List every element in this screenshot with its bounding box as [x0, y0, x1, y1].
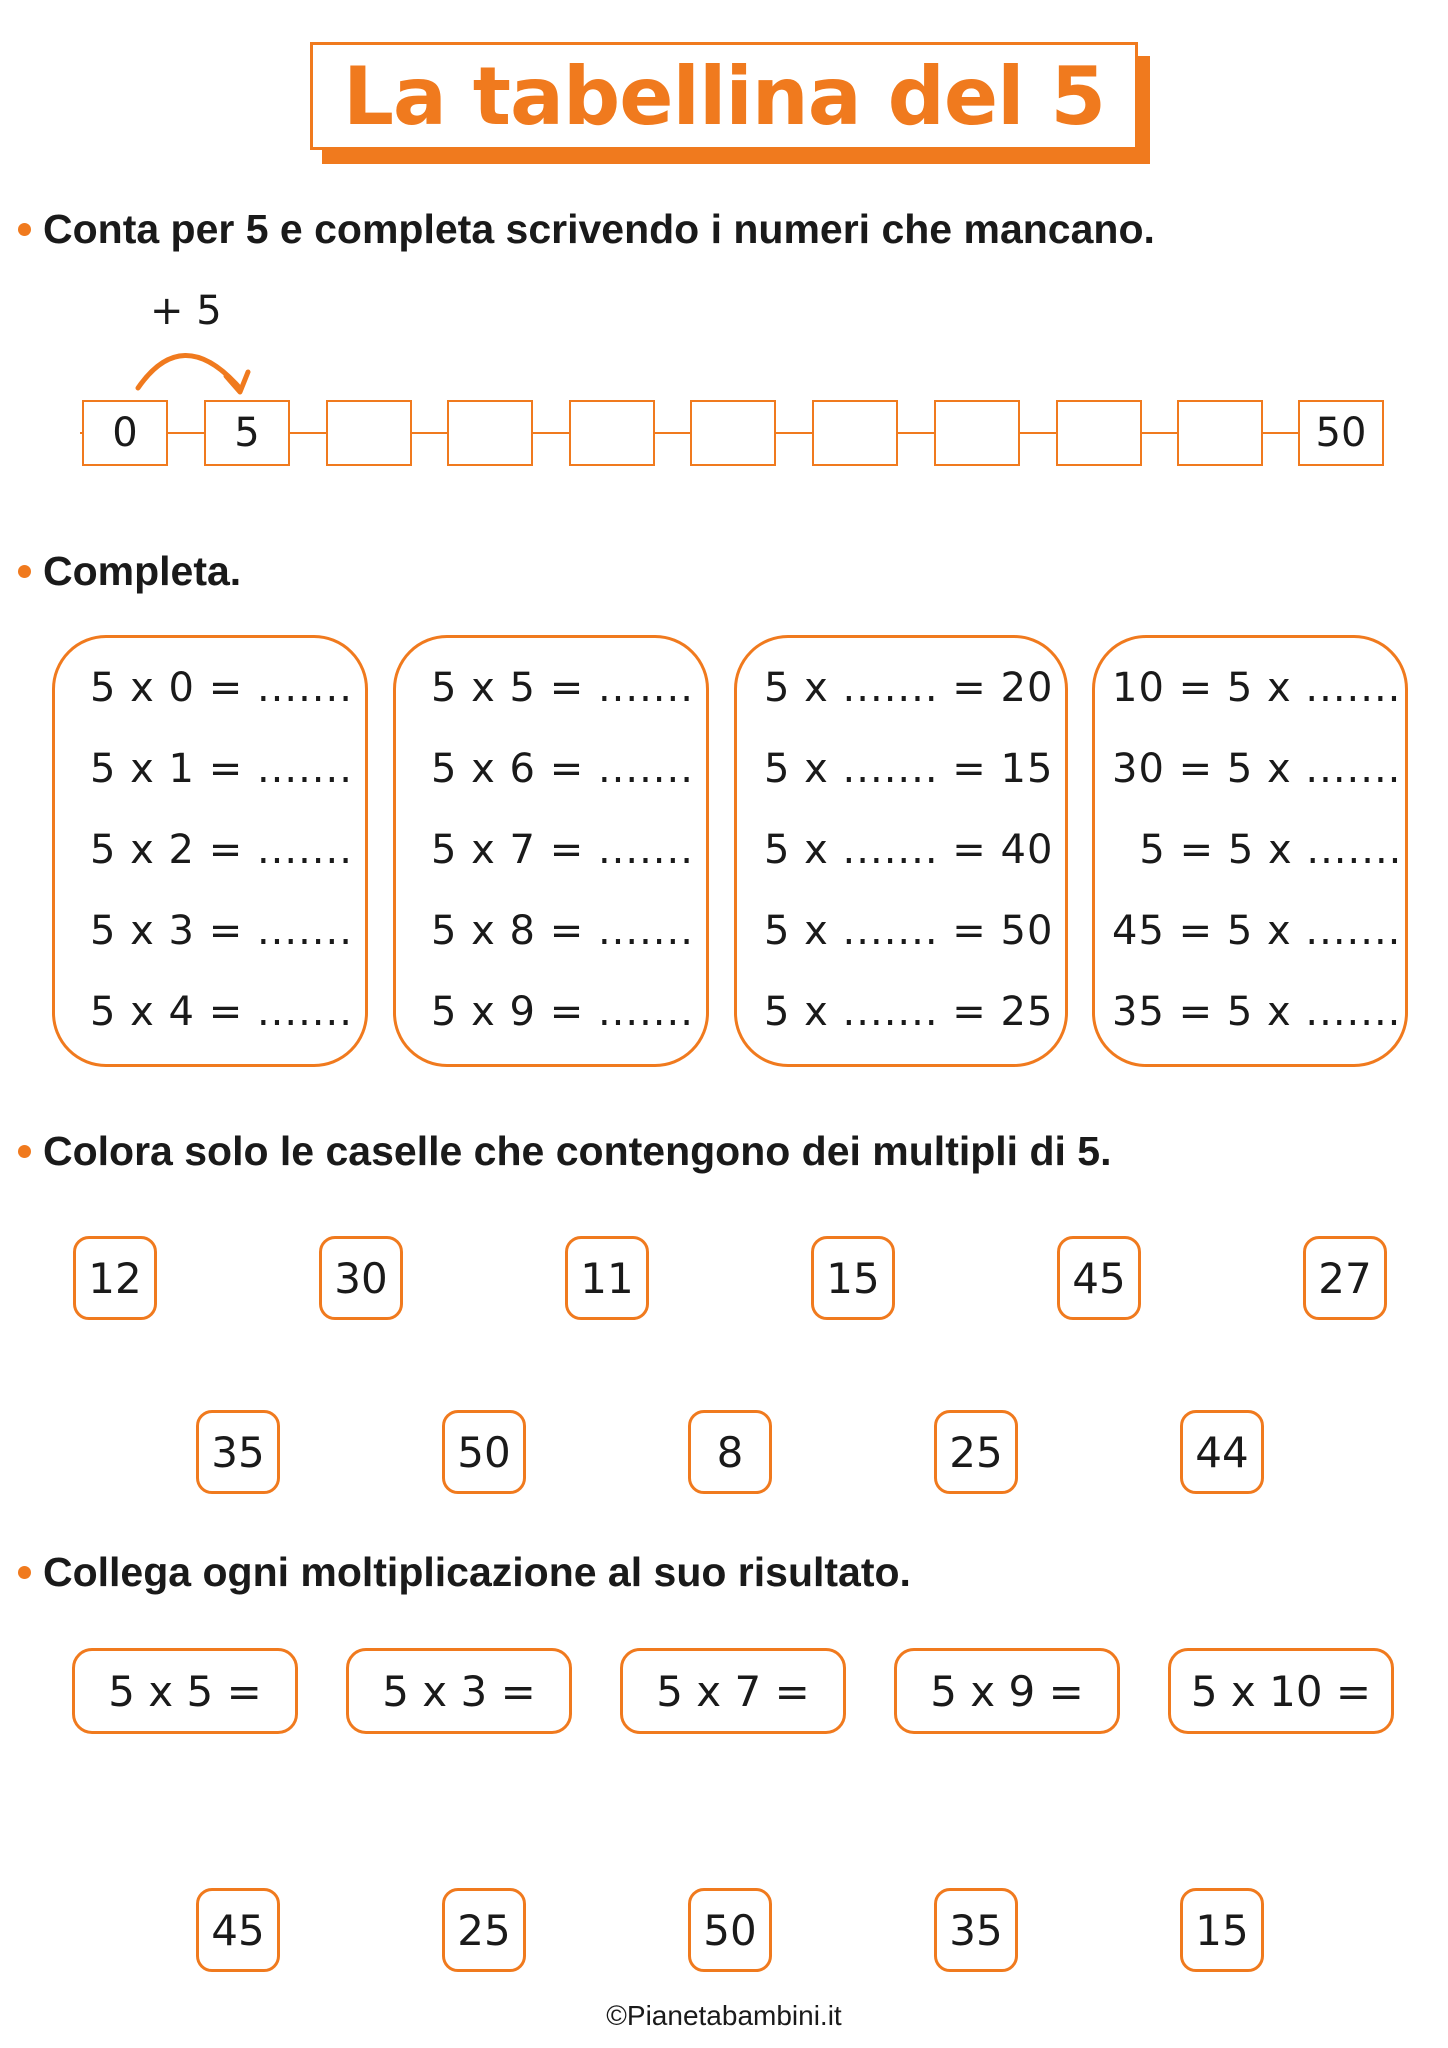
operation-box[interactable]: 5 x 3 = — [346, 1648, 572, 1734]
equation[interactable]: 5 x 9 = ....... — [431, 989, 694, 1035]
page-title: La tabellina del 5 — [342, 49, 1106, 143]
arrow-label: + 5 — [150, 288, 222, 334]
equation[interactable]: 5 x ....... = 50 — [764, 908, 1054, 954]
number-tile[interactable]: 50 — [442, 1410, 526, 1494]
number-box[interactable] — [1177, 400, 1263, 466]
bullet-icon — [18, 1566, 31, 1579]
number-box: 5 — [204, 400, 290, 466]
bullet-icon — [18, 223, 31, 236]
section-link-heading — [18, 1549, 911, 1596]
operation-box[interactable]: 5 x 7 = — [620, 1648, 846, 1734]
equation[interactable]: 5 x 5 = ....... — [431, 665, 694, 711]
equation[interactable]: 45 = 5 x ....... — [1112, 908, 1402, 954]
number-box: 50 — [1298, 400, 1384, 466]
equation[interactable]: 35 = 5 x ....... — [1112, 989, 1402, 1035]
number-tile[interactable]: 30 — [319, 1236, 403, 1320]
number-box: 0 — [82, 400, 168, 466]
number-tile[interactable]: 44 — [1180, 1410, 1264, 1494]
section-count-heading — [18, 206, 1155, 253]
result-tile[interactable]: 50 — [688, 1888, 772, 1972]
number-tile[interactable]: 11 — [565, 1236, 649, 1320]
operation-box[interactable]: 5 x 5 = — [72, 1648, 298, 1734]
equation[interactable]: 5 x 2 = ....... — [90, 827, 353, 873]
equation[interactable]: 30 = 5 x ....... — [1112, 746, 1402, 792]
number-tile[interactable]: 27 — [1303, 1236, 1387, 1320]
number-box[interactable] — [447, 400, 533, 466]
number-box[interactable] — [690, 400, 776, 466]
number-tile[interactable]: 45 — [1057, 1236, 1141, 1320]
number-tile[interactable]: 15 — [811, 1236, 895, 1320]
number-box[interactable] — [326, 400, 412, 466]
equation[interactable]: 5 x 0 = ....... — [90, 665, 353, 711]
section-count-heading-text: Conta per 5 e completa scrivendo i numeri che mancano. — [43, 206, 1155, 252]
number-box[interactable] — [1056, 400, 1142, 466]
number-tile[interactable]: 35 — [196, 1410, 280, 1494]
equation[interactable]: 5 x ....... = 25 — [764, 989, 1054, 1035]
section-color-heading-text: Colora solo le caselle che contengono dei multipli di 5. — [43, 1128, 1112, 1174]
section-link-heading-text: Collega ogni moltiplicazione al suo risultato. — [43, 1549, 911, 1595]
equation[interactable]: 5 x ....... = 20 — [764, 665, 1054, 711]
section-complete-heading — [18, 548, 241, 595]
result-tile[interactable]: 15 — [1180, 1888, 1264, 1972]
equation[interactable]: 5 x 1 = ....... — [90, 746, 353, 792]
equation[interactable]: 5 x 8 = ....... — [431, 908, 694, 954]
operation-box[interactable]: 5 x 10 = — [1168, 1648, 1394, 1734]
curved-arrow-icon — [130, 330, 270, 400]
result-tile[interactable]: 35 — [934, 1888, 1018, 1972]
number-box[interactable] — [934, 400, 1020, 466]
number-box[interactable] — [812, 400, 898, 466]
equation[interactable]: 5 = 5 x ....... — [1112, 827, 1403, 873]
title-box — [310, 42, 1138, 150]
section-color-heading — [18, 1128, 1111, 1175]
equation[interactable]: 5 x 6 = ....... — [431, 746, 694, 792]
equation[interactable]: 5 x 7 = ....... — [431, 827, 694, 873]
equation[interactable]: 5 x ....... = 15 — [764, 746, 1054, 792]
number-tile[interactable]: 25 — [934, 1410, 1018, 1494]
equation[interactable]: 5 x 4 = ....... — [90, 989, 353, 1035]
footer-credit: ©Pianetabambini.it — [606, 2000, 842, 2031]
section-complete-heading-text: Completa. — [43, 548, 242, 594]
number-tile[interactable]: 12 — [73, 1236, 157, 1320]
bullet-icon — [18, 565, 31, 578]
operation-box[interactable]: 5 x 9 = — [894, 1648, 1120, 1734]
result-tile[interactable]: 45 — [196, 1888, 280, 1972]
result-tile[interactable]: 25 — [442, 1888, 526, 1972]
bullet-icon — [18, 1145, 31, 1158]
number-tile[interactable]: 8 — [688, 1410, 772, 1494]
equation[interactable]: 5 x 3 = ....... — [90, 908, 353, 954]
equation[interactable]: 5 x ....... = 40 — [764, 827, 1054, 873]
number-box[interactable] — [569, 400, 655, 466]
equation[interactable]: 10 = 5 x ....... — [1112, 665, 1402, 711]
